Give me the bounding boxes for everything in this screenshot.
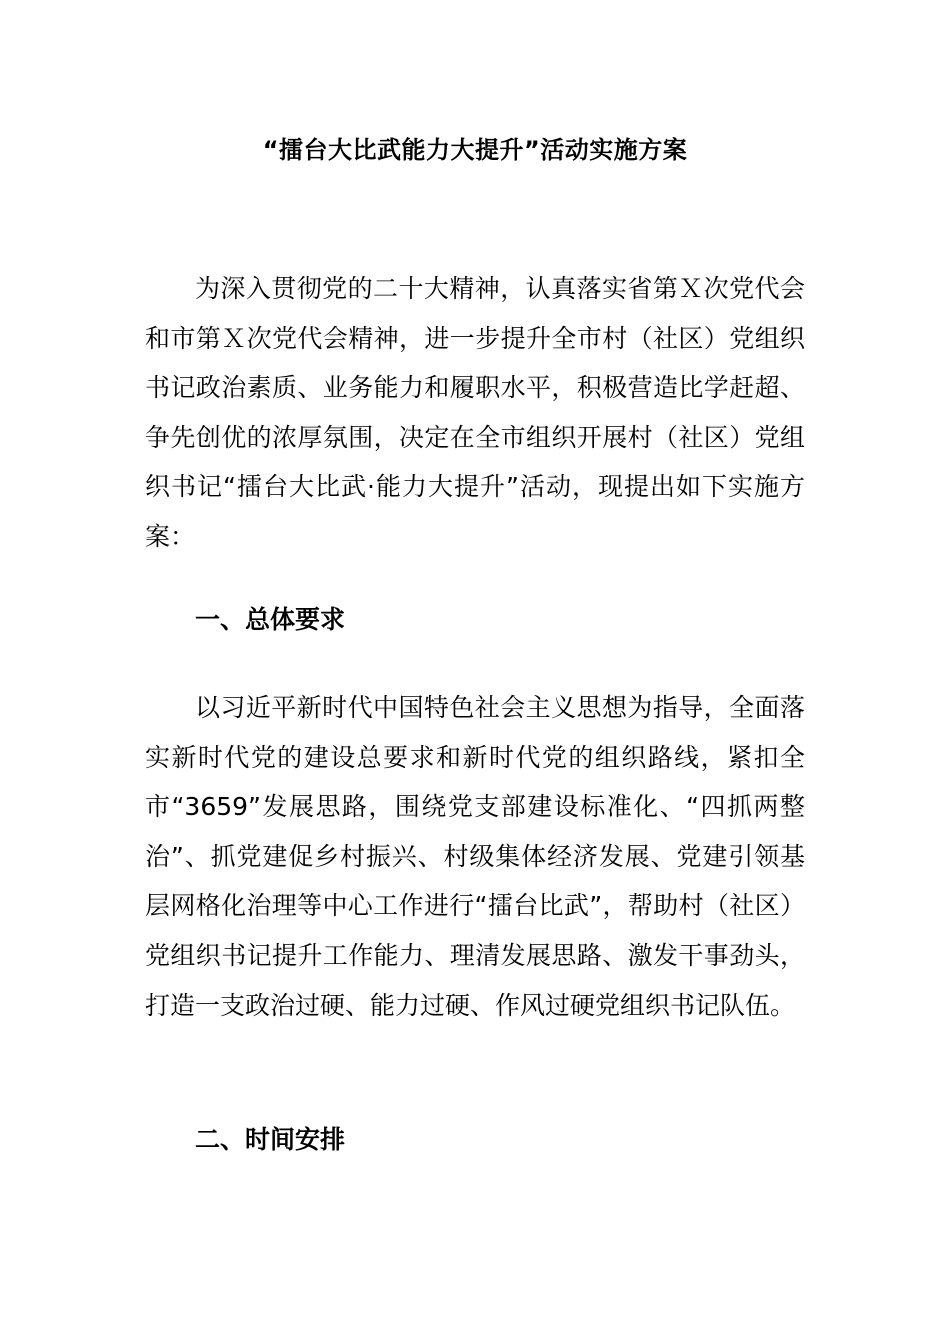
document-title: “擂台大比武能力大提升”活动实施方案 [262, 136, 688, 164]
section-heading-general-requirements: 一、总体要求 [195, 605, 346, 634]
section-heading-schedule: 二、时间安排 [195, 1125, 346, 1154]
section-body-general-requirements: 以习近平新时代中国特色社会主义思想为指导，全面落实新时代党的建设总要求和新时代党的组织路线，紧扣全市“3659”发展思路，围绕党支部建设标准化、“四抓两整治”、抓党建促乡村振兴、村级集体经济发展、党建引领基层网格化治理等中心工作进行“擂台比武”，帮助村（社区）党组织书记提升工作能力、理清发展思路、激发干事劲头，打造一支政治过硬、能力过硬、作风过硬党组织书记队伍。 [145, 693, 805, 1020]
intro-paragraph: 为深入贯彻党的二十大精神，认真落实省第Ｘ次党代会和市第Ｘ次党代会精神，进一步提升全市村（社区）党组织书记政治素质、业务能力和履职水平，积极营造比学赶超、争先创优的浓厚氛围，决定在全市组织开展村（社区）党组织书记“擂台大比武·能力大提升”活动，现提出如下实施方案： [145, 274, 805, 551]
